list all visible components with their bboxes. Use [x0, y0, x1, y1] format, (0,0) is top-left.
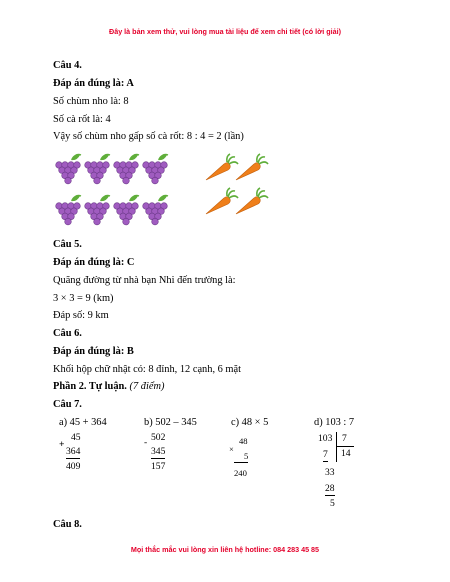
grape-bunch-icon — [143, 155, 168, 184]
q8-title: Câu 8. — [53, 519, 82, 530]
q7-b-label: b) 502 – 345 — [144, 417, 197, 428]
grape-bunch-icon — [85, 196, 110, 225]
q7-d-dividend: 103 — [318, 433, 333, 444]
q7-c-label: c) 48 × 5 — [231, 417, 269, 428]
q7-d-sub-1: 7 — [323, 449, 328, 460]
grape-bunch-icon — [56, 196, 81, 225]
hotline-footer: Mọi thắc mắc vui lòng xin liên hệ hotline: 084 283 45 85 — [130, 545, 320, 554]
grape-bunch-icon — [114, 155, 139, 184]
part2-title: Phần 2. Tự luận. — [53, 381, 127, 392]
q7-b-bottom: 345 — [151, 446, 166, 457]
grape-bunch-icon — [114, 196, 139, 225]
q7-d-rem-1: 33 — [325, 467, 335, 478]
q6-line-1: Khối hộp chữ nhật có: 8 đỉnh, 12 cạnh, 6 mặt — [53, 364, 242, 375]
q7-d-vertical-line — [336, 432, 337, 462]
grapes-carrots-figure — [52, 150, 282, 232]
q7-c-top: 48 — [239, 436, 248, 446]
part2-heading — [53, 380, 164, 393]
q7-a-bottom: 364 — [66, 446, 81, 457]
preview-header: Đây là bản xem thử, vui lòng mua tài liệu để xem chi tiết (có lời giải) — [109, 27, 341, 36]
q7-c-bottom: 5 — [234, 450, 248, 463]
grape-bunch-icon — [56, 155, 81, 184]
q7-b-result: 157 — [151, 461, 166, 472]
q7-d-sub-2: 28 — [325, 483, 335, 494]
q7-title: Câu 7. — [53, 399, 82, 410]
q7-a-sign: + — [59, 439, 65, 450]
q4-line-1: Số chùm nho là: 8 — [53, 96, 129, 107]
q7-b-sign: - — [144, 437, 148, 448]
q7-a-top: 45 — [71, 432, 81, 443]
q7-d-label: d) 103 : 7 — [314, 417, 355, 428]
q7-a-calc — [58, 432, 98, 482]
q7-c-sign: × — [229, 444, 234, 454]
carrot-icon — [206, 188, 238, 214]
q6-answer: Đáp án đúng là: B — [53, 346, 134, 357]
q7-c-calc — [229, 432, 269, 482]
q7-d-divisor: 7 — [342, 433, 347, 444]
q4-answer: Đáp án đúng là: A — [53, 78, 134, 89]
q7-d-quotient: 14 — [341, 448, 351, 459]
q7-d-calc — [314, 432, 364, 512]
q4-line-3: Vậy số chùm nho gấp số cà rốt: 8 : 4 = 2 (lần) — [53, 131, 244, 142]
q5-line-1: Quãng đường từ nhà bạn Nhi đến trường là: — [53, 275, 236, 286]
q5-line-3: Đáp số: 9 km — [53, 310, 109, 321]
q7-d-horizontal-line — [336, 446, 354, 447]
grape-bunch-icon — [85, 155, 110, 184]
q5-line-2: 3 × 3 = 9 (km) — [53, 293, 114, 304]
q5-answer: Đáp án đúng là: C — [53, 257, 135, 268]
q4-title: Câu 4. — [53, 60, 82, 71]
part2-points: (7 điểm) — [129, 381, 165, 392]
q7-c-result: 240 — [234, 468, 247, 478]
carrot-icon — [236, 188, 268, 214]
carrot-icon — [236, 154, 268, 180]
carrot-icon — [206, 154, 238, 180]
q7-a-label: a) 45 + 364 — [59, 417, 107, 428]
grape-bunch-icon — [143, 196, 168, 225]
q5-title: Câu 5. — [53, 239, 82, 250]
q7-b-top: 502 — [151, 432, 166, 443]
q7-d-rem-2: 5 — [330, 498, 335, 509]
q4-line-2: Số cà rốt là: 4 — [53, 114, 111, 125]
q6-title: Câu 6. — [53, 328, 82, 339]
q7-b-calc — [144, 432, 184, 482]
q7-a-result: 409 — [66, 461, 81, 472]
